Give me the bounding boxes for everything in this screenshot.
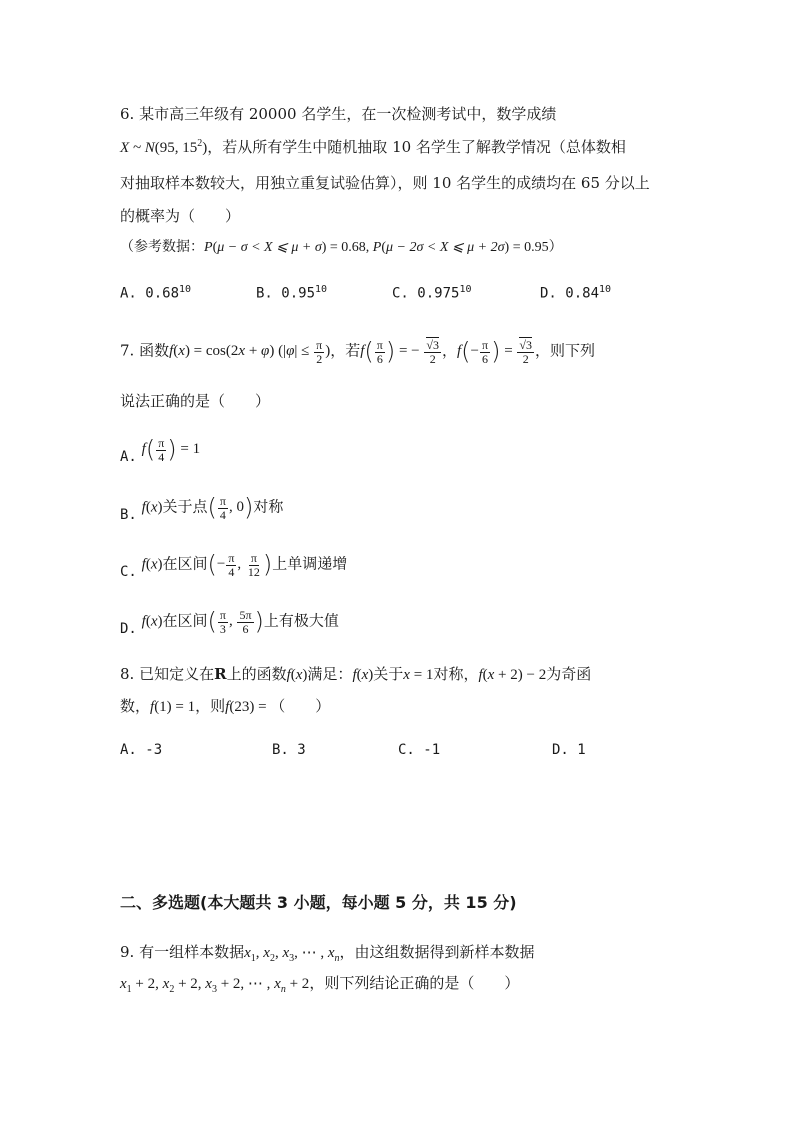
q6-reference-data: （参考数据：P(μ − σ < X ⩽ μ + σ) = 0.68, P(μ − 2σ < X ⩽ μ + 2σ) = 0.95）	[120, 239, 563, 255]
q7-option-d[interactable]: D. f(x)在区间( $\frac{\pi}{3}$ , $\frac{5\pi}{6}$ )上有极大值	[120, 607, 339, 638]
q7-option-a-formula: f( $\frac{\pi}{4}$ ) = 1	[141, 435, 201, 464]
q7-option-b-point: ( $\frac{\pi}{4}$ , 0)	[207, 493, 254, 522]
q7-condition-1: f( $\frac{\pi}{6}$ ) = − $\frac{√3}{2}$	[360, 337, 439, 366]
q7-line2: 说法正确的是（ ）	[120, 392, 271, 410]
q8-line2: 数，f(1) = 1，则f(23) = （ ）	[120, 697, 331, 715]
q8-shifted-function: f(x + 2) − 2	[478, 667, 547, 683]
q7-option-d-interval: ( $\frac{\pi}{3}$ , $\frac{5\pi}{6}$ )	[207, 607, 264, 636]
q8-real-set: R	[214, 665, 227, 683]
q9-sample-data: $x_1$, $x_2$, $x_3$, ⋯ , $x_n$	[244, 945, 340, 964]
q8-axis: x = 1	[403, 667, 434, 683]
q7-option-a[interactable]: A. f( $\frac{\pi}{4}$ ) = 1	[120, 435, 201, 466]
q8-option-b[interactable]: B. 3	[272, 742, 306, 758]
q8-option-c[interactable]: C. -1	[398, 742, 441, 758]
q7-option-c[interactable]: C. f(x)在区间(− $\frac{\pi}{4}$ , $\frac{\pi}{12}$ )上单调递增	[120, 550, 348, 581]
q6-reference-formula: P(μ − σ < X ⩽ μ + σ) = 0.68, P(μ − 2σ < X ⩽ μ + 2σ) = 0.95	[204, 240, 549, 255]
q6-line1: 6. 某市高三年级有 20000 名学生，在一次检测考试中，数学成绩	[120, 105, 557, 123]
q6-option-c[interactable]: C. 0.975$^{10}$	[392, 284, 472, 302]
q8-option-d[interactable]: D. 1	[552, 742, 586, 758]
q6-line2: X ~ N(95, $15^2$)，若从所有学生中随机抽取 10 名学生了解教学情况（总体数相	[120, 138, 626, 156]
q8-line1: 8. 已知定义在R上的函数f(x)满足：f(x)关于x = 1对称，f(x + 2) − 2为奇函	[120, 665, 592, 683]
q7-function-def: f(x) = cos(2x + φ) (|φ| ≤ $\frac{\pi}{2}$ )	[169, 337, 331, 366]
q6-line4: 的概率为（ ）	[120, 207, 241, 225]
q9-line2: $x_1 + 2$, $x_2 + 2$, $x_3 + 2$, ⋯ , $x_n + 2$，则下列结论正确的是（ ）	[120, 974, 520, 995]
q8-option-a[interactable]: A. -3	[120, 742, 163, 758]
q7-option-b[interactable]: B. f(x)关于点( $\frac{\pi}{4}$ , 0)对称	[120, 493, 284, 524]
q7-option-c-interval: (− $\frac{\pi}{4}$ , $\frac{\pi}{12}$ )	[207, 550, 273, 579]
q9-line1: 9. 有一组样本数据$x_1$, $x_2$, $x_3$, ⋯ , $x_n$，由这组数据得到新样本数据	[120, 943, 535, 964]
q7-condition-2: f(− $\frac{\pi}{6}$ ) = $\frac{√3}{2}$	[457, 337, 533, 366]
q6-option-a[interactable]: A. 0.68$^{10}$	[120, 284, 192, 302]
q8-given-value: f(1) = 1	[150, 699, 196, 715]
q6-line3: 对抽取样本数较大，用独立重复试验估算），则 10 名学生的成绩均在 65 分以上	[120, 174, 650, 192]
q7-line1: 7. 函数f(x) = cos(2x + φ) (|φ| ≤ $\frac{\pi}{2}$ )，若f( $\frac{\pi}{6}$ ) = − $\frac{√3}{2}$ ，f(− $\frac{\pi}{6}$ ) = $\frac{√3}{2}$ ，则下列	[120, 337, 596, 366]
q6-option-b[interactable]: B. 0.95$^{10}$	[256, 284, 328, 302]
q8-target: f(23) =	[225, 699, 271, 715]
q6-option-d[interactable]: D. 0.84$^{10}$	[540, 284, 612, 302]
section2-heading: 二、多选题(本大题共 3 小题，每小题 5 分，共 15 分)	[120, 893, 517, 912]
q9-new-sample-data: $x_1 + 2$, $x_2 + 2$, $x_3 + 2$, ⋯ , $x_n + 2$	[120, 976, 310, 995]
q6-distribution-formula: X ~ N(95, $15^2$)	[120, 138, 208, 156]
